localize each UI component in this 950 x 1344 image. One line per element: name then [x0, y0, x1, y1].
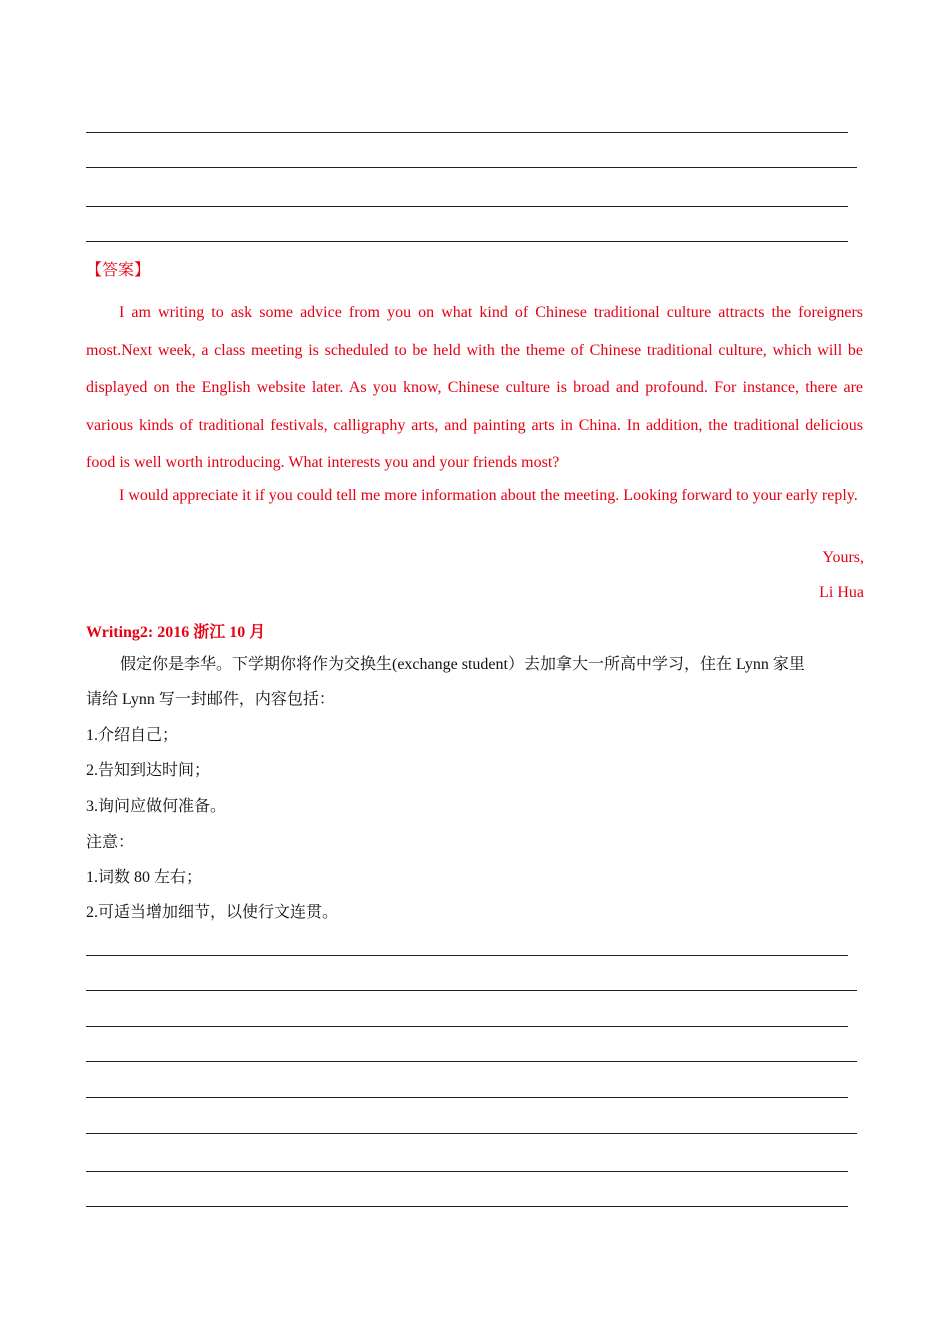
answer-paragraph-1 — [86, 294, 863, 482]
answer-paragraph-2 — [86, 478, 863, 513]
writing-line — [86, 1097, 848, 1098]
writing-line — [86, 1133, 857, 1134]
answer-text: I am writing to ask some advice from you on what kind of Chinese traditional culture attracts the foreigners most.Next week, a class meeting is scheduled to be held with the theme of Chinese traditional culture, which will be displayed on the English website later. As you know, Chinese culture is broad and profound. For instance, there are various kinds of traditional festivals, calligraphy arts, and painting arts in China. In addition, the traditional delicious food is well worth introducing. What interests you and your friends most? — [86, 304, 863, 471]
answer-text: I would appreciate it if you could tell me more information about the meeting. Looking forward to your early reply. — [119, 487, 858, 504]
requirement-item: 2.告知到达时间； — [86, 762, 211, 779]
note-item: 1.词数 80 左右； — [86, 869, 203, 886]
note-label: 注意： — [86, 834, 135, 851]
writing-line — [86, 955, 848, 956]
writing-line — [86, 1171, 848, 1172]
writing-line — [86, 241, 848, 242]
writing-line — [86, 132, 848, 133]
requirement-item: 1.介绍自己； — [86, 727, 179, 744]
prompt-line: 假定你是李华。下学期你将作为交换生(exchange student）去加拿大一所高中学习，住在 Lynn 家里 — [120, 656, 805, 673]
writing-line — [86, 167, 857, 168]
answer-label: 【答案】 — [86, 262, 151, 279]
prompt-line: 请给 Lynn 写一封邮件，内容包括： — [86, 691, 335, 708]
writing-line — [86, 990, 857, 991]
closing: Yours, — [822, 549, 864, 566]
requirement-item: 3.询问应做何准备。 — [86, 798, 227, 815]
writing-line — [86, 1026, 848, 1027]
note-item: 2.可适当增加细节，以使行文连贯。 — [86, 904, 339, 921]
writing-line — [86, 1206, 848, 1207]
writing2-title: Writing2: 2016 浙江 10 月 — [86, 624, 266, 641]
signature: Li Hua — [819, 584, 864, 601]
writing-line — [86, 206, 848, 207]
writing-line — [86, 1061, 857, 1062]
